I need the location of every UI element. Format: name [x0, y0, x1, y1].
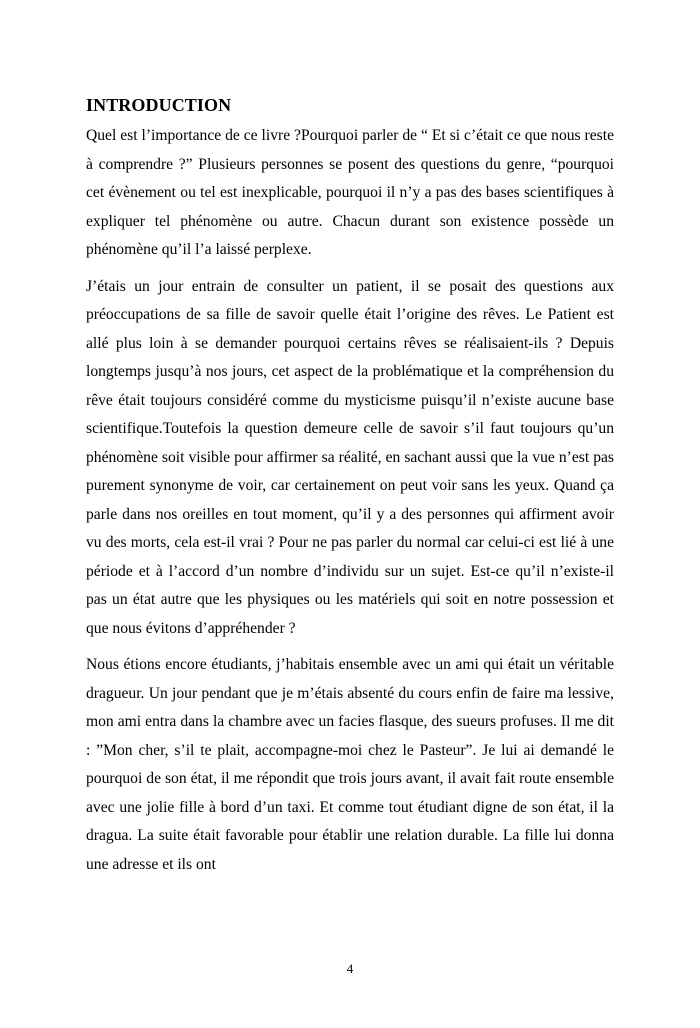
paragraph-3: Nous étions encore étudiants, j’habitais ensemble avec un ami qui était un véritable dragueur. Un jour pendant que je m’étais absenté du cours enfin de faire ma lessive, mon ami entra dans la chambre avec un facies flasque, des sueurs profuses. Il me dit : ”Mon cher, s’il te plait, accompagne-moi chez le Pasteur”. Je lui ai demandé le pourquoi de son état, il me répondit que trois jours avant, il avait fait route ensemble avec une jolie fille à bord d’un taxi. Et comme tout étudiant digne de son état, il la dragua. La suite était favorable pour établir une relation durable. La fille lui donna une adresse et ils ont — [86, 656, 614, 873]
page-content — [86, 94, 614, 887]
paragraph-1: Quel est l’importance de ce livre ?Pourquoi parler de “ Et si c’était ce que nous reste à comprendre ?” Plusieurs personnes se posent des questions du genre, “pourquoi cet évènement ou tel est inexplicable, pourquoi il n’y a pas des bases scientifiques à expliquer tel phénomène ou autre. Chacun durant son existence possède un phénomène qu’il l’a laissé perplexe. — [86, 127, 614, 258]
section-heading: INTRODUCTION — [86, 95, 232, 115]
page-number: 4 — [346, 961, 354, 976]
paragraph-2: J’étais un jour entrain de consulter un patient, il se posait des questions aux préoccupations de sa fille de savoir quelle était l’origine des rêves. Le Patient est allé plus loin à se demander pourquoi certains rêves se réalisaient-ils ? Depuis longtemps jusqu’à nos jours, cet aspect de la problématique et la compréhension du rêve était toujours considéré comme du mysticisme puisqu’il n’existe aucune base scientifique.Toutefois la question demeure celle de savoir s’il faut toujours qu’un phénomène soit visible pour affirmer sa réalité, en sachant aussi que la vue n’est pas purement synonyme de voir, car certainement on peut voir sans les yeux. Quand ça parle dans nos oreilles en tout moment, qu’il y a des personnes qui affirment avoir vu des morts, cela est-il vrai ? Pour ne pas parler du normal car celui-ci est lié à une période et à l’accord d’un nombre d’individu sur un sujet. Est-ce qu’il n’existe-il pas un état autre que les physiques ou les matériels qui soit en notre possession et que nous évitons d’appréhender ? — [86, 277, 614, 637]
